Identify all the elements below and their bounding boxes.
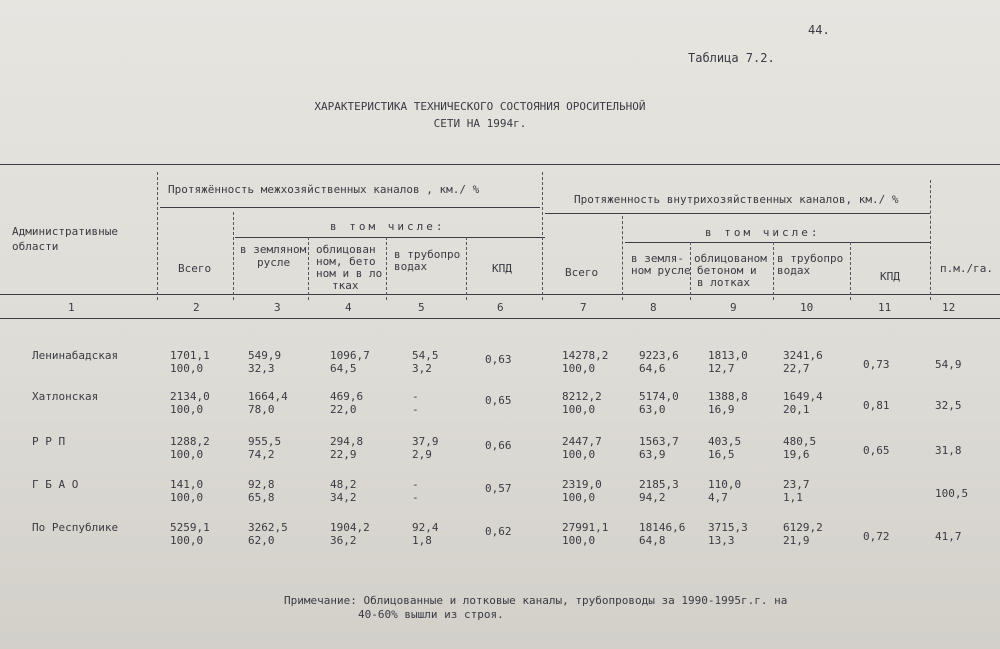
column-number: 12: [942, 301, 956, 314]
intra-subgroup-rule: [625, 242, 930, 243]
column-number: 9: [730, 301, 737, 314]
cell-a2: 100,0: [170, 448, 204, 461]
cell-e: 0,57: [485, 482, 512, 495]
cell-d1: -: [412, 390, 419, 403]
header-lined2: облицованом: [694, 252, 767, 265]
header-lined: облицован: [316, 243, 376, 256]
cell-i2: 20,1: [783, 403, 810, 416]
header-pipes: в трубопро: [394, 248, 461, 261]
cell-e: 0,65: [485, 394, 512, 407]
column-number: 1: [68, 301, 75, 314]
cell-h1: 1388,8: [708, 390, 748, 403]
column-number: 5: [418, 301, 425, 314]
cell-f2: 100,0: [562, 491, 596, 504]
cell-i2: 21,9: [783, 534, 810, 547]
cell-c2: 64,5: [330, 362, 357, 375]
cell-c1: 48,2: [330, 478, 357, 491]
cell-f1: 14278,2: [562, 349, 609, 362]
cell-h1: 3715,3: [708, 521, 748, 534]
cell-k: 54,9: [935, 358, 962, 371]
column-number: 6: [497, 301, 504, 314]
cell-b1: 3262,5: [248, 521, 288, 534]
cell-a2: 100,0: [170, 403, 204, 416]
cell-i2: 22,7: [783, 362, 810, 375]
header-incl-intra: в том числе:: [705, 226, 821, 239]
cell-d2: -: [412, 403, 419, 416]
cell-j: 0,81: [863, 399, 890, 412]
cell-k: 100,5: [935, 487, 969, 500]
cell-b2: 62,0: [248, 534, 275, 547]
header-pipes-line2: водах: [394, 260, 428, 273]
column-separator: [233, 212, 235, 300]
cell-g1: 1563,7: [639, 435, 679, 448]
header-earth: в земляном: [240, 243, 307, 256]
cell-h2: 16,5: [708, 448, 735, 461]
cell-c1: 1096,7: [330, 349, 370, 362]
header-inter-group: Протяжённость межхозяйственных каналов , км./ %: [168, 183, 480, 196]
column-number-rule: [0, 318, 1000, 319]
intra-group-rule: [545, 213, 930, 214]
page-number: 44.: [808, 23, 830, 37]
cell-b2: 78,0: [248, 403, 275, 416]
cell-g1: 18146,6: [639, 521, 686, 534]
cell-i1: 23,7: [783, 478, 810, 491]
table-title: ХАРАКТЕРИСТИКА ТЕХНИЧЕСКОГО СОСТОЯНИЯ ОРОСИТЕЛЬНОЙ: [314, 100, 646, 113]
cell-d2: 2,9: [412, 448, 432, 461]
cell-a1: 1288,2: [170, 435, 210, 448]
cell-g2: 64,6: [639, 362, 666, 375]
cell-d2: 3,2: [412, 362, 432, 375]
cell-j: 0,73: [863, 358, 890, 371]
header-pm-per-ha: п.м./га.: [940, 262, 993, 275]
table-note-line2: 40-60% вышли из строя.: [358, 608, 504, 621]
region-name: Г Б А О: [32, 478, 79, 491]
header-lined-line4: тках: [332, 279, 359, 292]
cell-g1: 2185,3: [639, 478, 679, 491]
cell-a1: 2134,0: [170, 390, 210, 403]
cell-a2: 100,0: [170, 534, 204, 547]
cell-k: 31,8: [935, 444, 962, 457]
region-name: По Республике: [32, 521, 119, 534]
cell-d2: 1,8: [412, 534, 432, 547]
column-separator: [542, 172, 544, 300]
header-lined2-line2: бетоном и: [697, 264, 757, 277]
column-number: 8: [650, 301, 657, 314]
cell-c1: 294,8: [330, 435, 364, 448]
cell-h2: 12,7: [708, 362, 735, 375]
region-name: Ленинабадская: [32, 349, 119, 362]
cell-f1: 2447,7: [562, 435, 602, 448]
cell-h1: 403,5: [708, 435, 742, 448]
inter-subgroup-rule: [235, 237, 545, 238]
region-name: Р Р П: [32, 435, 66, 448]
cell-a2: 100,0: [170, 491, 204, 504]
column-number: 10: [800, 301, 814, 314]
cell-a2: 100,0: [170, 362, 204, 375]
column-separator: [157, 172, 159, 300]
column-separator: [930, 180, 932, 300]
cell-e: 0,63: [485, 353, 512, 366]
cell-f2: 100,0: [562, 403, 596, 416]
cell-i1: 6129,2: [783, 521, 823, 534]
table-title-line2: СЕТИ НА 1994г.: [433, 117, 527, 130]
cell-i1: 1649,4: [783, 390, 823, 403]
cell-b1: 92,8: [248, 478, 275, 491]
cell-j: 0,72: [863, 530, 890, 543]
header-pipes2-line2: водах: [777, 264, 811, 277]
cell-e: 0,62: [485, 525, 512, 538]
header-regions-line2: области: [12, 240, 59, 253]
cell-f1: 2319,0: [562, 478, 602, 491]
column-separator: [622, 216, 624, 300]
cell-h2: 4,7: [708, 491, 728, 504]
header-total-inter: Всего: [178, 262, 212, 275]
cell-h2: 13,3: [708, 534, 735, 547]
cell-g1: 9223,6: [639, 349, 679, 362]
cell-g2: 94,2: [639, 491, 666, 504]
cell-d1: -: [412, 478, 419, 491]
column-number: 11: [878, 301, 892, 314]
header-pipes2: в трубопро: [777, 252, 844, 265]
column-number: 4: [345, 301, 352, 314]
cell-a1: 5259,1: [170, 521, 210, 534]
header-regions: Административные: [12, 225, 118, 238]
cell-i1: 480,5: [783, 435, 817, 448]
cell-f2: 100,0: [562, 448, 596, 461]
header-kpd-intra: КПД: [880, 270, 900, 283]
cell-g2: 64,8: [639, 534, 666, 547]
inter-group-rule: [160, 207, 540, 208]
cell-d2: -: [412, 491, 419, 504]
cell-d1: 54,5: [412, 349, 439, 362]
table-note: Примечание: Облицованные и лотковые каналы, трубопроводы за 1990-1995г.г. на: [284, 594, 788, 607]
cell-h1: 1813,0: [708, 349, 748, 362]
header-total-intra: Всего: [565, 266, 599, 279]
cell-h1: 110,0: [708, 478, 742, 491]
region-name: Хатлонская: [32, 390, 99, 403]
cell-e: 0,66: [485, 439, 512, 452]
cell-c2: 34,2: [330, 491, 357, 504]
column-number: 7: [580, 301, 587, 314]
cell-c2: 22,0: [330, 403, 357, 416]
header-lined-line3: ном и в ло: [316, 267, 383, 280]
header-earth-line2: русле: [257, 256, 291, 269]
cell-f2: 100,0: [562, 534, 596, 547]
table-top-rule: [0, 164, 1000, 165]
cell-a1: 141,0: [170, 478, 204, 491]
cell-g1: 5174,0: [639, 390, 679, 403]
header-lined-line2: ном, бето: [316, 255, 376, 268]
header-earth2: в земля-: [631, 252, 684, 265]
cell-b1: 549,9: [248, 349, 282, 362]
header-intra-group: Протяженность внутрихозяйственных каналов, км./ %: [574, 193, 899, 206]
cell-i1: 3241,6: [783, 349, 823, 362]
column-separator: [850, 242, 852, 300]
cell-i2: 19,6: [783, 448, 810, 461]
cell-c1: 469,6: [330, 390, 364, 403]
cell-c2: 36,2: [330, 534, 357, 547]
column-separator: [308, 237, 310, 300]
cell-i2: 1,1: [783, 491, 803, 504]
cell-g2: 63,9: [639, 448, 666, 461]
cell-d1: 92,4: [412, 521, 439, 534]
cell-k: 32,5: [935, 399, 962, 412]
cell-b1: 955,5: [248, 435, 282, 448]
table-label: Таблица 7.2.: [688, 51, 775, 65]
column-separator: [466, 237, 468, 300]
column-number: 3: [274, 301, 281, 314]
cell-f1: 8212,2: [562, 390, 602, 403]
cell-f2: 100,0: [562, 362, 596, 375]
cell-b2: 32,3: [248, 362, 275, 375]
cell-k: 41,7: [935, 530, 962, 543]
header-earth2-line2: ном русле: [631, 264, 691, 277]
header-kpd-inter: КПД: [492, 262, 512, 275]
column-number: 2: [193, 301, 200, 314]
cell-d1: 37,9: [412, 435, 439, 448]
cell-h2: 16,9: [708, 403, 735, 416]
cell-c1: 1904,2: [330, 521, 370, 534]
cell-c2: 22,9: [330, 448, 357, 461]
cell-j: 0,65: [863, 444, 890, 457]
cell-b2: 65,8: [248, 491, 275, 504]
cell-g2: 63,0: [639, 403, 666, 416]
cell-a1: 1701,1: [170, 349, 210, 362]
header-incl-inter: в том числе:: [330, 220, 446, 233]
cell-b1: 1664,4: [248, 390, 288, 403]
column-separator: [386, 237, 388, 300]
header-lined2-line3: в лотках: [697, 276, 750, 289]
cell-f1: 27991,1: [562, 521, 609, 534]
column-separator: [773, 242, 775, 300]
cell-b2: 74,2: [248, 448, 275, 461]
